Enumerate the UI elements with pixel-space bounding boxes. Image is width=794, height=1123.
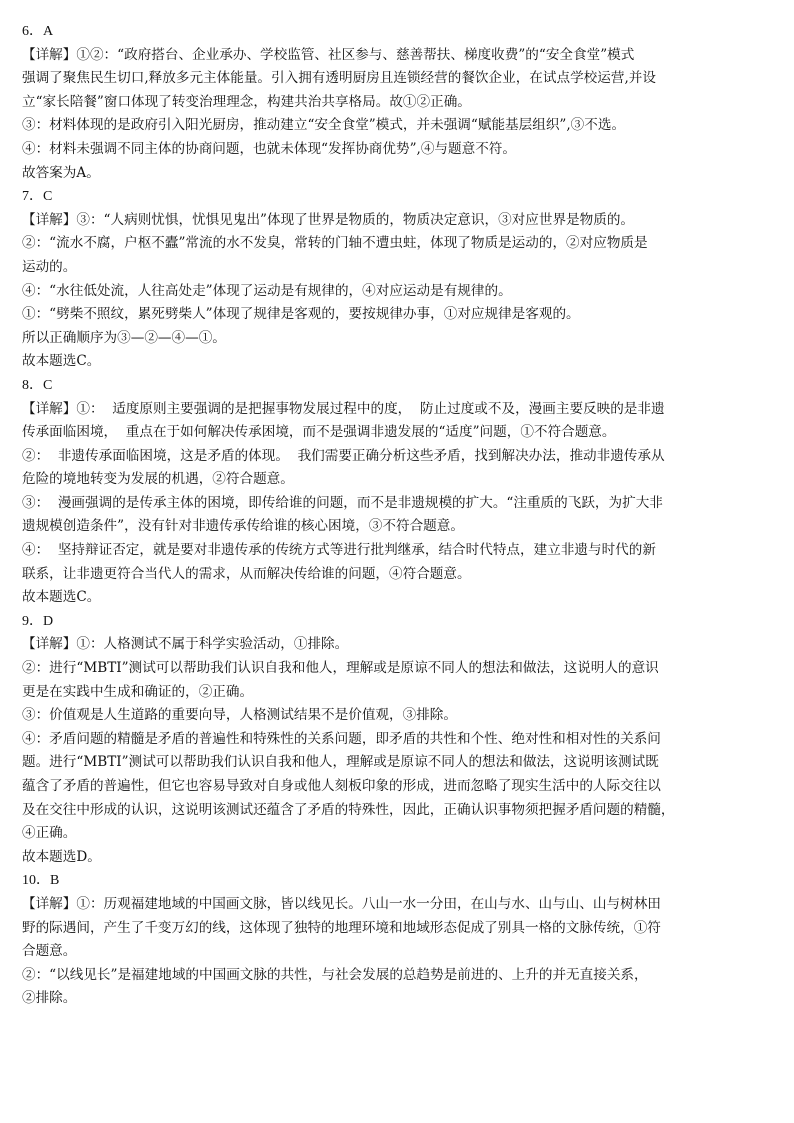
- explanation-line: ②：“以线见长”是福建地域的中国画文脉的共性，与社会发展的总趋势是前进的、上升的并无直接关系，: [22, 966, 648, 983]
- question-10: [22, 869, 770, 1011]
- explanation-line: ②：进行“MBTI”测试可以帮助我们认识自我和他人，理解或是原谅不同人的想法和做法，这说明人的意识: [22, 660, 659, 677]
- answer-conclusion: 故本题选C。: [22, 589, 101, 606]
- explanation-line: 题。进行“MBTI”测试可以帮助我们认识自我和他人，理解或是原谅不同人的想法和做法，这说明该测试既: [22, 754, 659, 771]
- explanation-line: 危险的境地转变为发展的机遇，②符合题意。: [22, 471, 294, 488]
- explanation-line: ④：“水往低处流，人往高处走”体现了运动是有规律的，④对应运动是有规律的。: [22, 282, 512, 299]
- explanation-line: ③： 漫画强调的是传承主体的困境，即传给谁的问题，而不是非遗规模的扩大。“注重质的飞跃，为扩大非: [22, 494, 663, 511]
- explanation-line: 【详解】①②：“政府搭台、企业承办、学校监管、社区参与、慈善帮扶、梯度收费”的“安全食堂”模式: [22, 46, 635, 63]
- explanation-line: 强调了聚焦民生切口,释放多元主体能量。引入拥有透明厨房且连锁经营的餐饮企业，在试点学校运营,并设: [22, 70, 656, 87]
- question-8: [22, 374, 770, 610]
- explanation-line: ②： 非遗传承面临困境，这是矛盾的体现。 我们需要正确分析这些矛盾，找到解决办法，推动非遗传承从: [22, 447, 665, 464]
- question-9: [22, 610, 770, 870]
- question-number: 9．D: [22, 613, 54, 629]
- explanation-line: 【详解】①： 适度原则主要强调的是把握事物发展过程中的度， 防止过度或不及，漫画主要反映的是非遗: [22, 400, 665, 417]
- explanation-line: ④：材料未强调不同主体的协商问题，也就未体现“发挥协商优势”,④与题意不符。: [22, 140, 516, 157]
- question-6: [22, 20, 770, 185]
- explanation-line: 【详解】①：历观福建地域的中国画文脉，皆以线见长。八山一水一分田，在山与水、山与山、山与树林田: [22, 895, 661, 912]
- explanation-line: 所以正确顺序为③—②—④—①。: [22, 329, 226, 346]
- explanation-line: 传承面临困境， 重点在于如何解决传承困境，而不是强调非遗发展的“适度”问题，①不符合题意。: [22, 424, 616, 441]
- explanation-line: 野的际遇间，产生了千变万幻的线，这体现了独特的地理环境和地域形态促成了别具一格的文脉传统，①符: [22, 919, 661, 936]
- explanation-line: 蕴含了矛盾的普遍性，但它也容易导致对自身或他人刻板印象的形成，进而忽略了现实生活中的人际交往以: [22, 778, 661, 794]
- explanation-line: 及在交往中形成的认识，这说明该测试还蕴含了矛盾的特殊性，因此，正确认识事物须把握矛盾问题的精髓，: [22, 801, 675, 818]
- explanation-line: ②排除。: [22, 990, 77, 1007]
- explanation-line: 【详解】①：人格测试不属于科学实验活动，①排除。: [22, 636, 349, 653]
- explanation-line: 更是在实践中生成和确证的，②正确。: [22, 683, 254, 700]
- explanation-line: 立“家长陪餐”窗口体现了转变治理理念，构建共治共享格局。故①②正确。: [22, 93, 471, 110]
- explanation-line: ①：“劈柴不照纹，累死劈柴人”体现了规律是客观的，要按规律办事，①对应规律是客观的。: [22, 306, 580, 323]
- explanation-line: ③：价值观是人生道路的重要向导，人格测试结果不是价值观，③排除。: [22, 707, 457, 724]
- explanation-line: ③：材料体现的是政府引入阳光厨房，推动建立“安全食堂”模式，并未强调“赋能基层组织”,③不选。: [22, 117, 626, 134]
- question-number: 8．C: [22, 377, 53, 393]
- explanation-line: ④正确。: [22, 825, 77, 842]
- explanation-line: ②：“流水不腐，户枢不蠹”常流的水不发臭，常转的门轴不遭虫蛀，体现了物质是运动的，②对应物质是: [22, 235, 648, 252]
- explanation-line: 遗规模创造条件”，没有针对非遗传承传给谁的核心困境，③不符合题意。: [22, 518, 464, 535]
- explanation-line: 联系，让非遗更符合当代人的需求，从而解决传给谁的问题，④符合题意。: [22, 565, 471, 582]
- explanation-line: ④：矛盾问题的精髓是矛盾的普遍性和特殊性的关系问题，即矛盾的共性和个性、绝对性和相对性的关系问: [22, 730, 661, 747]
- explanation-line: 【详解】③：“人病则忧惧，忧惧见鬼出”体现了世界是物质的，物质决定意识，③对应世界是物质的。: [22, 211, 635, 228]
- answer-conclusion: 故本题选D。: [22, 848, 101, 865]
- explanation-line: 合题意。: [22, 943, 77, 960]
- explanation-line: ④： 坚持辩证否定，就是要对非遗传承的传统方式等进行批判继承，结合时代特点，建立非遗与时代的新: [22, 542, 656, 559]
- question-number: 6．A: [22, 24, 54, 39]
- answer-conclusion: 故本题选C。: [22, 353, 101, 370]
- question-number: 7．C: [22, 189, 53, 205]
- question-number: 10．B: [22, 873, 60, 889]
- answer-conclusion: 故答案为A。: [22, 164, 100, 181]
- question-7: [22, 185, 770, 374]
- explanation-line: 运动的。: [22, 258, 77, 275]
